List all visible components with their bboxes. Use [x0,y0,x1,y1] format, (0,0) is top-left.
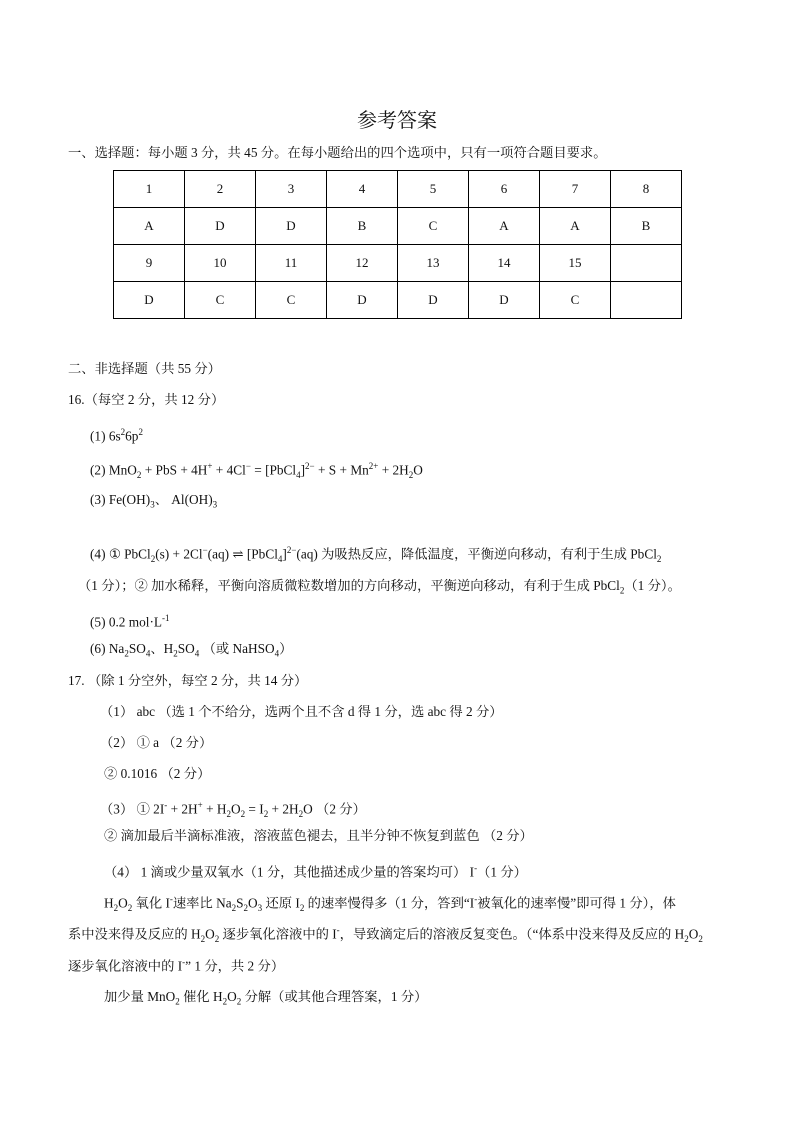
answer-line [100,797,366,822]
text-segment: O [413,462,423,478]
answer-line [68,673,307,689]
text-segment: + 2H [378,462,409,478]
answer-cell: D [256,208,327,245]
text-segment: (aq) 为吸热反应，降低温度，平衡逆向移动，有利于生成 PbCl [296,546,657,562]
text-segment: (2) MnO [90,462,137,478]
text-segment: - [336,925,340,935]
text-segment: (1) 6s [90,428,121,444]
text-segment: 2 [120,427,126,437]
answer-line [90,641,292,662]
text-segment: 2 [113,903,119,914]
answer-cell: A [469,208,540,245]
answer-line [100,735,212,751]
text-segment: O [205,926,215,942]
question-number-cell: 11 [256,245,327,282]
text-segment: (s) + 2Cl [155,546,203,562]
answer-line [68,954,284,974]
text-segment: ] [282,546,287,562]
question-number-cell: 9 [114,245,185,282]
text-segment: ] [300,462,306,478]
text-segment: -1 [162,613,170,623]
answer-line [100,704,503,720]
text-segment: 4 [274,648,280,659]
answer-line [104,891,676,916]
answer-cell: B [611,208,682,245]
text-segment: 被氧化的速率慢”即可得 1 分），体 [477,895,676,911]
answer-line [90,492,217,513]
text-segment: 2 [619,585,625,596]
text-segment: - [169,894,173,904]
answer-line [104,989,427,1010]
text-segment: (5) 0.2 mol·L [90,614,163,630]
text-segment: + 2H [167,801,198,817]
answer-line [104,828,533,844]
text-segment: 2 [236,996,242,1007]
text-segment: （3） ① 2I [100,801,165,817]
text-segment: = [PbCl [250,462,297,478]
table-row [114,282,682,319]
text-segment: - [164,800,168,810]
text-segment: - [474,894,478,904]
text-segment: SO [128,641,146,656]
text-segment: 3 [257,903,263,914]
answer-line [78,578,681,599]
question-number-cell: 4 [327,171,398,208]
answer-cell: A [540,208,611,245]
question-number-cell: 2 [185,171,256,208]
text-segment: 4 [145,648,151,659]
text-segment: 2− [286,545,297,555]
text-segment: 16.（每空 2 分，共 12 分） [68,392,225,407]
text-segment: − [202,545,208,555]
text-segment: O [248,895,258,911]
text-segment: 2 [127,903,133,914]
text-segment: 17. （除 1 分空外，每空 2 分，共 14 分） [68,673,308,688]
text-segment: 2+ [368,461,379,471]
text-segment: - [474,863,478,873]
text-segment: 3 [212,499,218,510]
text-segment: 2 [136,470,142,481]
page-title: 参考答案 [357,110,437,132]
text-segment: （或 NaHSO [199,641,275,656]
text-segment: 2 [138,427,143,437]
text-segment: O [231,801,241,817]
text-segment: 2 [231,903,237,914]
text-segment: （1 分） [477,864,527,880]
answer-line [104,766,210,782]
text-segment: 2 [298,809,304,820]
answer-cell: D [327,282,398,319]
text-segment: 2 [240,809,246,820]
question-number-cell: 6 [469,171,540,208]
table-row [114,245,682,282]
text-segment: (6) Na [90,641,125,656]
answer-cell: A [114,208,185,245]
section-choice-heading: 一、选择题：每小题 3 分，共 45 分。在每小题给出的四个选项中，只有一项符合题目要求。 [68,145,607,160]
answer-cell: D [114,282,185,319]
answer-line [104,860,527,880]
question-number-cell: 3 [256,171,327,208]
text-segment: - [182,957,186,967]
text-segment: 4 [296,470,301,481]
text-segment: （1） abc （选 1 个不给分，选两个且不含 d 得 1 分，选 abc 得 2 分） [100,704,503,719]
text-segment: 2 [243,903,249,914]
question-number-cell: 5 [398,171,469,208]
text-segment: 2 [124,648,129,659]
table-row [114,171,682,208]
text-segment: (aq) ⇌ [PbCl [207,546,278,562]
text-segment: 2 [684,934,689,945]
answer-line [68,392,224,408]
question-number-cell: 7 [540,171,611,208]
text-segment: + 4Cl [212,462,246,478]
text-segment: 2 [263,809,269,820]
text-segment: （2） ① a （2 分） [100,735,213,750]
text-segment: + S + Mn [314,462,369,478]
question-number-cell: 1 [114,171,185,208]
text-segment: + PbS + 4H [141,462,208,478]
text-segment: 2− [305,461,315,471]
text-segment: + [207,461,213,471]
text-segment: 二、非选择题（共 55 分） [68,361,221,376]
text-segment: 4 [194,648,200,659]
answer-cell [611,282,682,319]
text-segment: 催化 H [179,989,223,1004]
text-segment: 2 [173,648,178,659]
text-segment: 还原 I [262,895,300,911]
text-segment: + H [202,801,227,817]
answer-line [90,542,661,567]
table-row [114,208,682,245]
text-segment: 2 [226,809,231,820]
text-segment: 氧化 I [132,895,170,911]
answer-cell: C [185,282,256,319]
question-number-cell: 8 [611,171,682,208]
text-segment: ” 1 分，共 2 分） [185,958,285,974]
text-segment: (4) ① PbCl [90,546,151,562]
text-segment: 的速率慢得多（1 分，答到“I [304,895,475,911]
answer-cell: D [398,282,469,319]
text-segment: 3 [150,499,155,510]
text-segment: ② 0.1016 （2 分） [104,766,211,781]
text-segment: 、H [150,641,174,656]
text-segment: 2 [200,934,206,945]
text-segment: 速率比 Na [172,895,232,911]
text-segment: 2 [175,996,180,1007]
text-segment: O [227,989,237,1004]
text-segment: 6p [125,428,139,444]
answer-table [113,170,682,319]
text-segment: 系中没来得及反应的 H [68,926,201,942]
text-segment: 4 [277,554,283,565]
question-number-cell: 13 [398,245,469,282]
text-segment: SO [177,641,195,656]
text-segment: （4） 1 滴或少量双氧水（1 分，其他描述成少量的答案均可） I [104,864,475,880]
text-segment: 2 [656,554,662,565]
text-segment: ，导致滴定后的溶液反复变色。（“体系中没来得及反应的 H [339,926,685,942]
text-segment: 2 [698,934,703,945]
text-segment: S [236,895,244,911]
text-segment: 分解（或其他合理答案，1 分） [241,989,428,1004]
text-segment: O （2 分） [303,801,366,817]
answer-line [90,458,423,483]
text-segment: O [118,895,128,911]
text-segment: + [197,800,203,810]
text-segment: （1 分）；② 加水稀释，平衡向溶质微粒数增加的方向移动，平衡逆向移动，有利于生成 PbCl [78,578,620,593]
text-segment: 逐步氧化溶液中的 I [219,926,337,942]
question-number-cell: 12 [327,245,398,282]
answer-line [90,424,143,444]
text-segment: H [104,895,114,911]
answer-cell: D [469,282,540,319]
question-number-cell: 15 [540,245,611,282]
answer-cell: D [185,208,256,245]
text-segment: 、 Al(OH) [154,492,213,507]
text-segment: 加少量 MnO [104,989,176,1004]
text-segment: 2 [299,903,305,914]
answer-line [68,361,221,377]
question-number-cell: 14 [469,245,540,282]
answer-cell: C [398,208,469,245]
text-segment: 2 [214,934,220,945]
text-segment: ② 滴加最后半滴标准液，溶液蓝色褪去，且半分钟不恢复到蓝色 （2 分） [104,828,533,843]
text-segment: ） [279,641,293,656]
question-number-cell [611,245,682,282]
text-segment: + 2H [268,801,299,817]
answer-line [68,922,703,947]
text-segment: 逐步氧化溶液中的 I [68,958,183,974]
answer-cell: C [256,282,327,319]
text-segment: − [245,461,251,471]
text-segment: 2 [408,470,414,481]
answer-line [90,610,170,630]
text-segment: O [688,926,699,942]
text-segment: = I [245,801,264,817]
text-segment: 2 [150,554,156,565]
text-segment: (3) Fe(OH) [90,492,151,507]
question-number-cell: 10 [185,245,256,282]
text-segment: 2 [222,996,228,1007]
answer-cell: B [327,208,398,245]
answer-cell: C [540,282,611,319]
text-segment: （1 分）。 [624,578,681,593]
